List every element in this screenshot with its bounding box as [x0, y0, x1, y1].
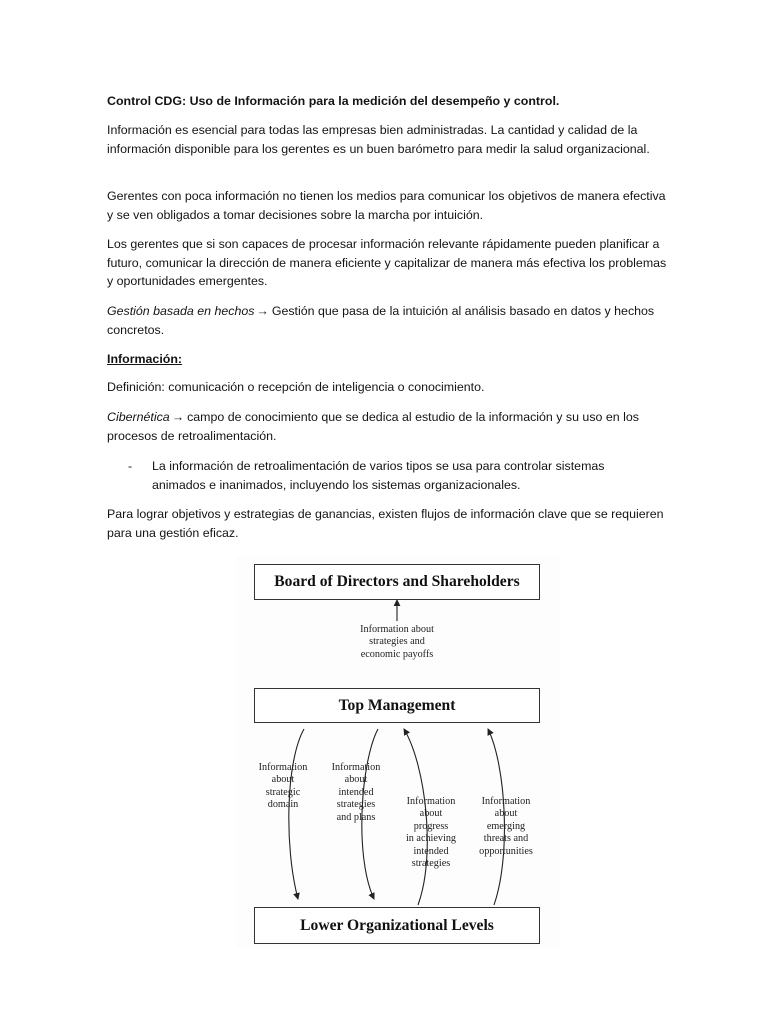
section-heading: Información: [107, 352, 183, 366]
paragraph-2: Gerentes con poca información no tienen los medios para comunicar los objetivos de manera efectiva y se ven obligados a tomar decisiones sobre la marcha por intuición. [107, 189, 666, 222]
paragraph-4 [107, 302, 667, 339]
fact-based-management-text: Gestión que pasa de la intuición al análisis basado en datos y hechos concretos. [107, 304, 655, 337]
information-flow-diagram [236, 556, 560, 948]
board-of-directors-box: Board of Directors and Shareholders [254, 564, 540, 600]
right-arrow-icon: → [256, 304, 269, 318]
paragraph-3: Los gerentes que si son capaces de procesar información relevante rápidamente pueden planificar a futuro, comunicar la dirección de manera eficiente y capitalizar de manera más efectiva los problemas y oportunidades emergentes. [107, 237, 667, 288]
lower-organizational-levels-box: Lower Organizational Levels [254, 907, 540, 944]
cybernetics-paragraph [107, 408, 667, 445]
definition-paragraph: Definición: comunicación o recepción de inteligencia o conocimiento. [107, 380, 485, 394]
cybernetics-term: Cibernética [107, 410, 170, 424]
title-text: Control CDG: Uso de Información para la medición del desempeño y control. [107, 94, 560, 108]
paragraph-1: Información es esencial para todas las empresas bien administradas. La cantidad y calidad de la información disponible para los gerentes es un buen barómetro para medir la salud organizacional. [107, 123, 650, 156]
document-title [107, 92, 667, 111]
label-intended-strategies: Information about intended strategies and plans [331, 762, 381, 823]
label-strategic-domain: Information about strategic domain [258, 762, 308, 811]
right-arrow-icon: → [171, 410, 185, 424]
label-strategies-payoffs: Information about strategies and economic payoffs [360, 624, 434, 660]
fact-based-management-term: Gestión basada en hechos [107, 304, 255, 318]
bullet-item [128, 457, 648, 497]
top-management-box: Top Management [254, 688, 540, 723]
label-progress: Information about progress in achieving intended strategies [405, 796, 457, 870]
bullet-text: La información de retroalimentación de varios tipos se usa para controlar sistemas animados e inanimados, incluyendo los sistemas organizacionales. [152, 459, 605, 492]
label-emerging-threats: Information about emerging threats and opportunities [479, 796, 533, 857]
bullet-dash: - [128, 459, 133, 473]
cybernetics-text: campo de conocimiento que se dedica al estudio de la información y su uso en los procesos de retroalimentación. [107, 410, 639, 443]
flow-arrows [236, 556, 560, 948]
closing-paragraph: Para lograr objetivos y estrategias de ganancias, existen flujos de información clave que se requieren para una gestión eficaz. [107, 507, 664, 540]
arrow-strategic-domain [289, 729, 304, 899]
